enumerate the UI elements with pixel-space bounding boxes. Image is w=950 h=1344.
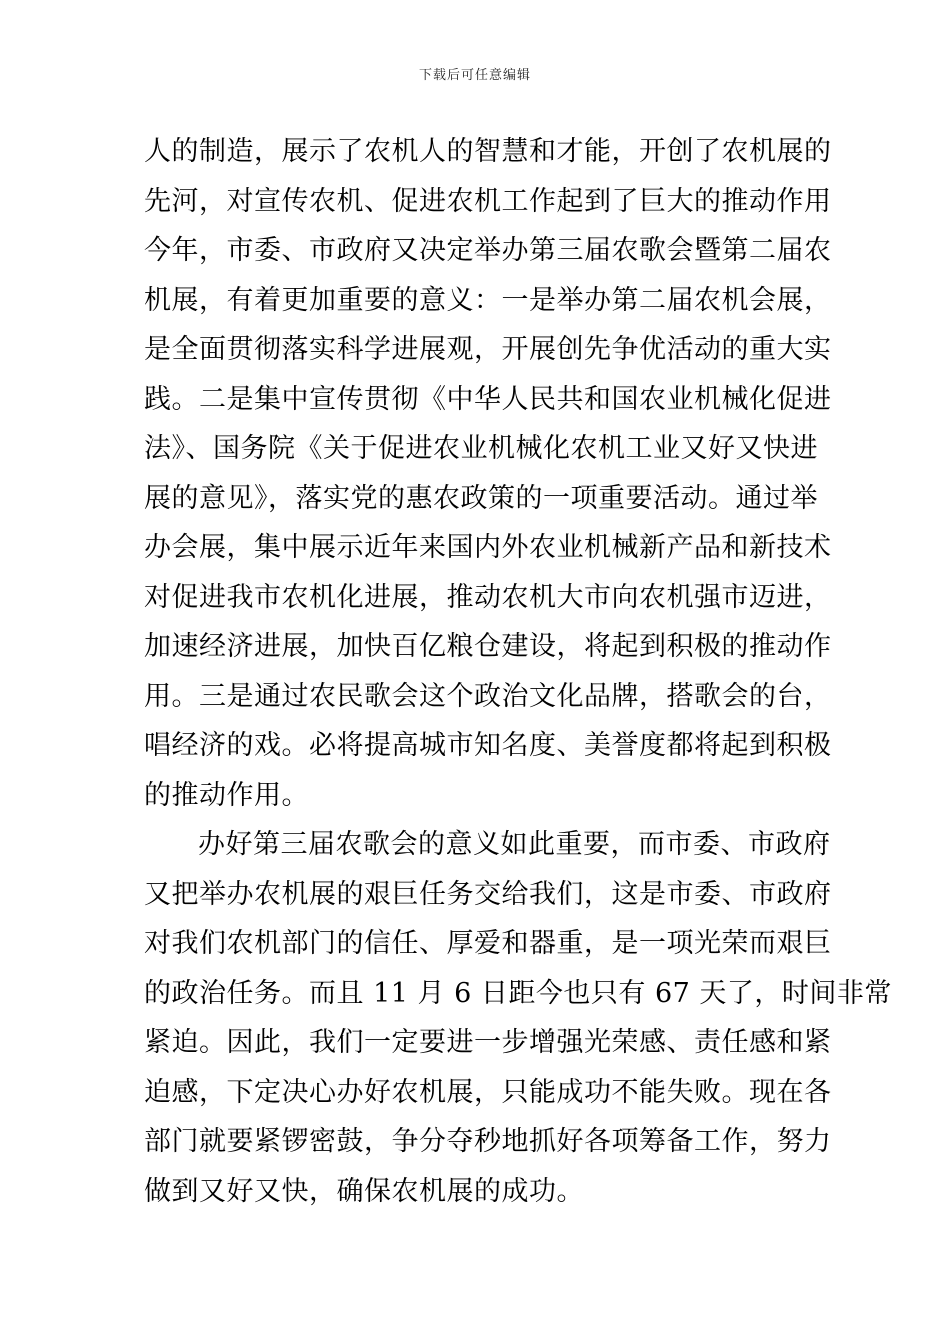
text-line: 法》、国务院《关于促进农业机械化农机工业又好又快进: [144, 433, 818, 464]
text-line: 先河，对宣传农机、促进农机工作起到了巨大的推动作用: [144, 185, 832, 217]
text-line: 的政治任务。而且 11 月 6 日距今也只有 67 天了，时间非常: [144, 977, 892, 1009]
text-line: 加速经济进展，加快百亿粮仓建设，将起到积极的推动作: [144, 631, 832, 662]
text-line: 迫感，下定决心办好农机展，只能成功不能失败。现在各: [144, 1076, 832, 1108]
text-line: 部门就要紧锣密鼓，争分夺秒地抓好各项筹备工作，努力: [144, 1126, 832, 1157]
body-text: [144, 127, 892, 1216]
text-line: 用。三是通过农民歌会这个政治文化品牌，搭歌会的台，: [144, 680, 832, 712]
text-line: 机展，有着更加重要的意义：一是举办第二届农机会展，: [144, 284, 832, 316]
text-line: 紧迫。因此，我们一定要进一步增强光荣感、责任感和紧: [144, 1027, 832, 1058]
text-line: 是全面贯彻落实科学进展观，开展创先争优活动的重大实: [144, 334, 832, 365]
paragraph-start-line: 办好第三届农歌会的意义如此重要，而市委、市政府: [198, 829, 831, 860]
text-line: 的推动作用。: [144, 779, 309, 811]
text-line: 展的意见》，落实党的惠农政策的一项重要活动。通过举: [144, 482, 818, 514]
text-line: 又把举办农机展的艰巨任务交给我们，这是市委、市政府: [144, 878, 832, 910]
text-line: 办会展，集中展示近年来国内外农业机械新产品和新技术: [144, 532, 832, 563]
text-line: 人的制造，展示了农机人的智慧和才能，开创了农机展的: [144, 136, 832, 167]
text-line: 对促进我市农机化进展，推动农机大市向农机强市迈进，: [144, 581, 832, 613]
text-line: 今年，市委、市政府又决定举办第三届农歌会暨第二届农: [144, 235, 832, 266]
text-line: 唱经济的戏。必将提高城市知名度、美誉度都将起到积极: [144, 730, 832, 761]
page-header: 下载后可任意编辑: [418, 68, 531, 83]
text-line: 践。二是集中宣传贯彻《中华人民共和国农业机械化促进: [144, 383, 832, 415]
text-line: 做到又好又快，确保农机展的成功。: [144, 1175, 584, 1207]
text-line: 对我们农机部门的信任、厚爱和器重，是一项光荣而艰巨: [144, 928, 832, 959]
